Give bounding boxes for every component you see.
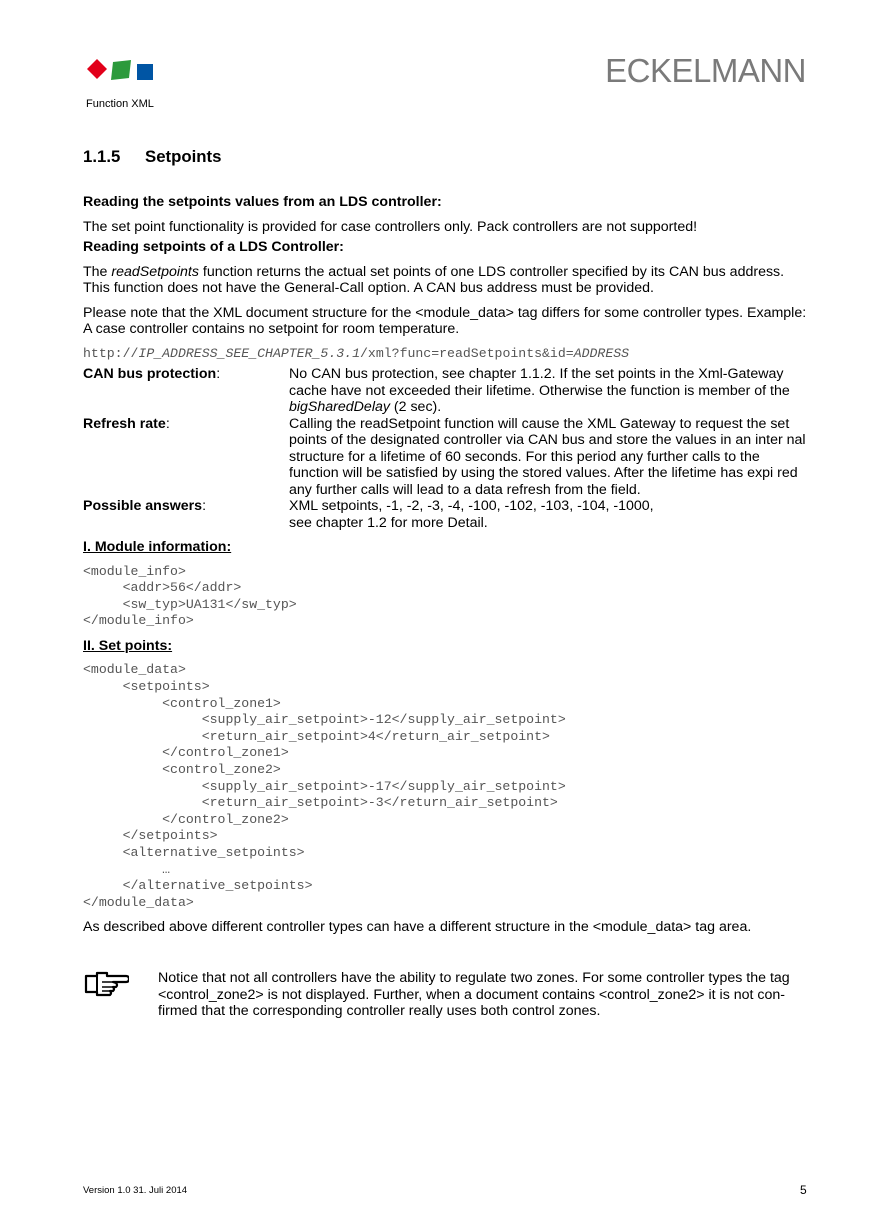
paragraph-readsetpoints: The readSetpoints function returns the actual set points of one LDS controller specified by its CAN bus address. This function does not have the General-Call option. A CAN bus address must be provided. xyxy=(83,263,785,296)
definition-can-bus: CAN bus protection: No CAN bus protection, see chapter 1.1.2. If the set points in the Xml-Gateway cache have not exceeded their lifetime. Otherwise the function is member of the bigSharedDelay (2 sec). xyxy=(83,366,808,416)
logo-red-diamond xyxy=(87,59,107,79)
document-type: Function XML xyxy=(86,98,154,110)
section-heading: Setpoints xyxy=(145,147,222,166)
section-title xyxy=(83,147,221,167)
desc-refresh-rate: Calling the readSetpoint function will cause the XML Gateway to request the set points of the designated controller via CAN bus and store the values in an inter nal structure for a lifetime of 60 seconds. For this period any further calls to the function will be satisfied by using the stored values. After the lifetime has expi red any further calls will lead to a data refresh from the field. xyxy=(289,415,806,498)
paragraph-structure-note: Please note that the XML document structure for the <module_data> tag differs for some controller types. Example: A case controller contains no setpoint for room temperature. xyxy=(83,304,807,337)
company-logo xyxy=(86,58,156,82)
code-module-info: <module_info> <addr>56</addr> <sw_typ>UA131</sw_typ> </module_info> xyxy=(83,563,297,629)
logo-green-diamond xyxy=(111,60,131,80)
definition-refresh-rate: Refresh rate: Calling the readSetpoint function will cause the XML Gateway to request the set points of the designated controller via CAN bus and store the values in an inter nal structure for a lifetime of 60 seconds. For this period any further calls to the function will be satisfied by using the stored values. After the lifetime has expi red any further calls will lead to a data refresh from the field. xyxy=(83,416,808,499)
heading-reading-values: Reading the setpoints values from an LDS controller: xyxy=(83,194,442,210)
notice-text: Notice that not all controllers have the ability to regulate two zones. For some controller types the tag <control_zone2> is not displayed. Further, when a document contains <control_zone2> it is not con-firmed that the corresponding controller really uses both control zones. xyxy=(158,970,790,1019)
footer-version: Version 1.0 31. Juli 2014 xyxy=(83,1185,188,1196)
function-name: readSetpoints xyxy=(111,263,199,280)
definition-possible-answers: Possible answers: XML setpoints, -1, -2, -3, -4, -100, -102, -103, -104, -1000, see chapter 1.2 for more Detail. xyxy=(83,498,808,531)
section-number: 1.1.5 xyxy=(83,147,121,166)
pointing-hand-icon xyxy=(83,971,129,997)
paragraph-functionality: The set point functionality is provided for case controllers only. Pack controllers are not supported! xyxy=(83,218,698,235)
term-possible-answers: Possible answers xyxy=(83,498,203,514)
request-url: http://IP_ADDRESS_SEE_CHAPTER_5.3.1/xml?func=readSetpoints&id=ADDRESS xyxy=(83,345,630,361)
heading-module-information: I. Module information: xyxy=(83,539,232,555)
term-refresh-rate: Refresh rate xyxy=(83,415,166,432)
desc-can-bus: No CAN bus protection, see chapter 1.1.2. If the set points in the Xml-Gateway cache have not exceeded their lifetime. Otherwise the function is member of the bigSharedDelay (2 sec). xyxy=(289,366,790,415)
term-can-bus: CAN bus protection xyxy=(83,366,217,382)
paragraph-closing: As described above different controller types can have a different structure in the <module_data> tag area. xyxy=(83,919,752,936)
main-content xyxy=(83,194,808,936)
heading-set-points: II. Set points: xyxy=(83,637,173,654)
logo-blue-square xyxy=(137,64,153,80)
code-module-data: <module_data> <setpoints> <control_zone1> <supply_air_setpoint>-12</supply_air_setpoint> <return_air_setpoint>4</return_air_setpoint> </control_zone1> <control_zone2> <supply_air_setpoint>-17</supply_air_setpoint> <return_air_setpoint>-3</return_air_setpoint> </control_zone2> </setpoints> <alternative_setpoints> … </alternative_setpoints> </module_data> xyxy=(83,662,566,910)
page-number: 5 xyxy=(800,1183,807,1197)
brand-name: ECKELMANN xyxy=(605,52,806,89)
heading-reading-setpoints: Reading setpoints of a LDS Controller: xyxy=(83,239,344,255)
desc-possible-answers: XML setpoints, -1, -2, -3, -4, -100, -102, -103, -104, -1000, see chapter 1.2 for more Detail. xyxy=(289,498,654,531)
